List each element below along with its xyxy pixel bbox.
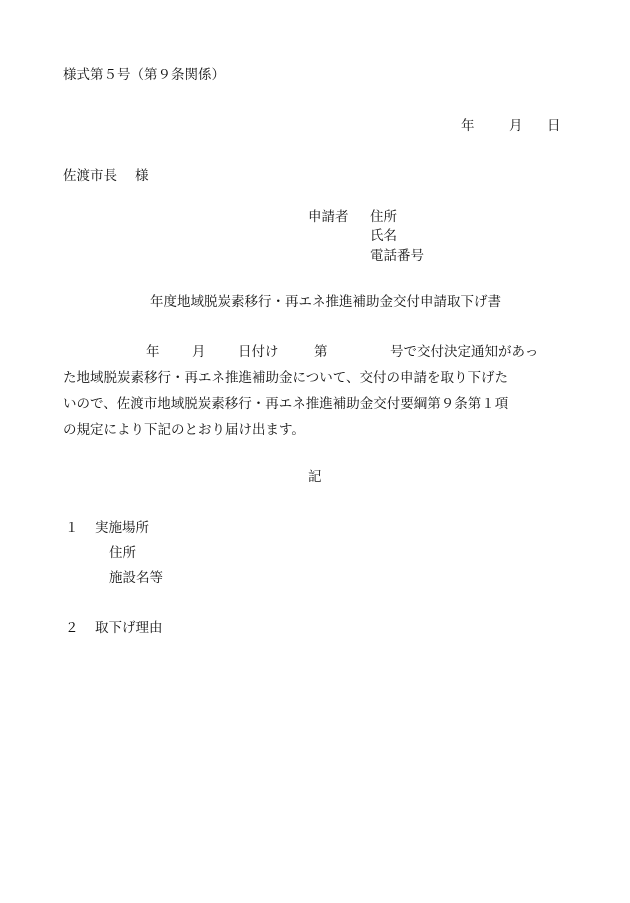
body-line-1-rest: 号で交付決定通知があっ	[390, 344, 539, 360]
date-year: 年	[461, 118, 475, 134]
body-line-4: の規定により下記のとおり届け出ます。	[63, 422, 305, 438]
section-1-address-label: 住所	[109, 545, 136, 561]
addressee-name: 佐渡市長	[63, 168, 117, 184]
section-1-number: １	[65, 520, 79, 536]
date-line	[461, 120, 561, 134]
body-line-3: いので、佐渡市地域脱炭素移行・再エネ推進補助金交付要綱第９条第１項	[63, 396, 509, 412]
body-paragraph	[63, 346, 583, 450]
addressee-honorific: 様	[135, 168, 149, 184]
body-number-prefix: 第	[314, 344, 328, 360]
date-day: 日	[547, 118, 561, 134]
section-2-label: 取下げ理由	[95, 620, 163, 636]
document-title: 年度地域脱炭素移行・再エネ推進補助金交付申請取下げ書	[150, 294, 501, 310]
body-line-1	[63, 346, 583, 372]
applicant-phone-label: 電話番号	[370, 248, 424, 264]
form-number: 様式第５号（第９条関係）	[63, 67, 225, 83]
applicant-name-label: 氏名	[370, 228, 397, 244]
section-2-number: ２	[65, 620, 79, 636]
body-year: 年	[146, 344, 160, 360]
ki-heading: 記	[308, 469, 322, 485]
date-month: 月	[509, 118, 523, 134]
body-dated: 日付け	[238, 344, 279, 360]
section-1-facility-label: 施設名等	[109, 570, 163, 586]
addressee	[63, 170, 149, 184]
applicant-address-label: 住所	[370, 209, 397, 225]
body-month: 月	[192, 344, 206, 360]
applicant-label: 申請者	[308, 209, 349, 225]
body-line-2: た地域脱炭素移行・再エネ推進補助金について、交付の申請を取り下げた	[63, 370, 508, 386]
section-1-label: 実施場所	[95, 520, 149, 536]
